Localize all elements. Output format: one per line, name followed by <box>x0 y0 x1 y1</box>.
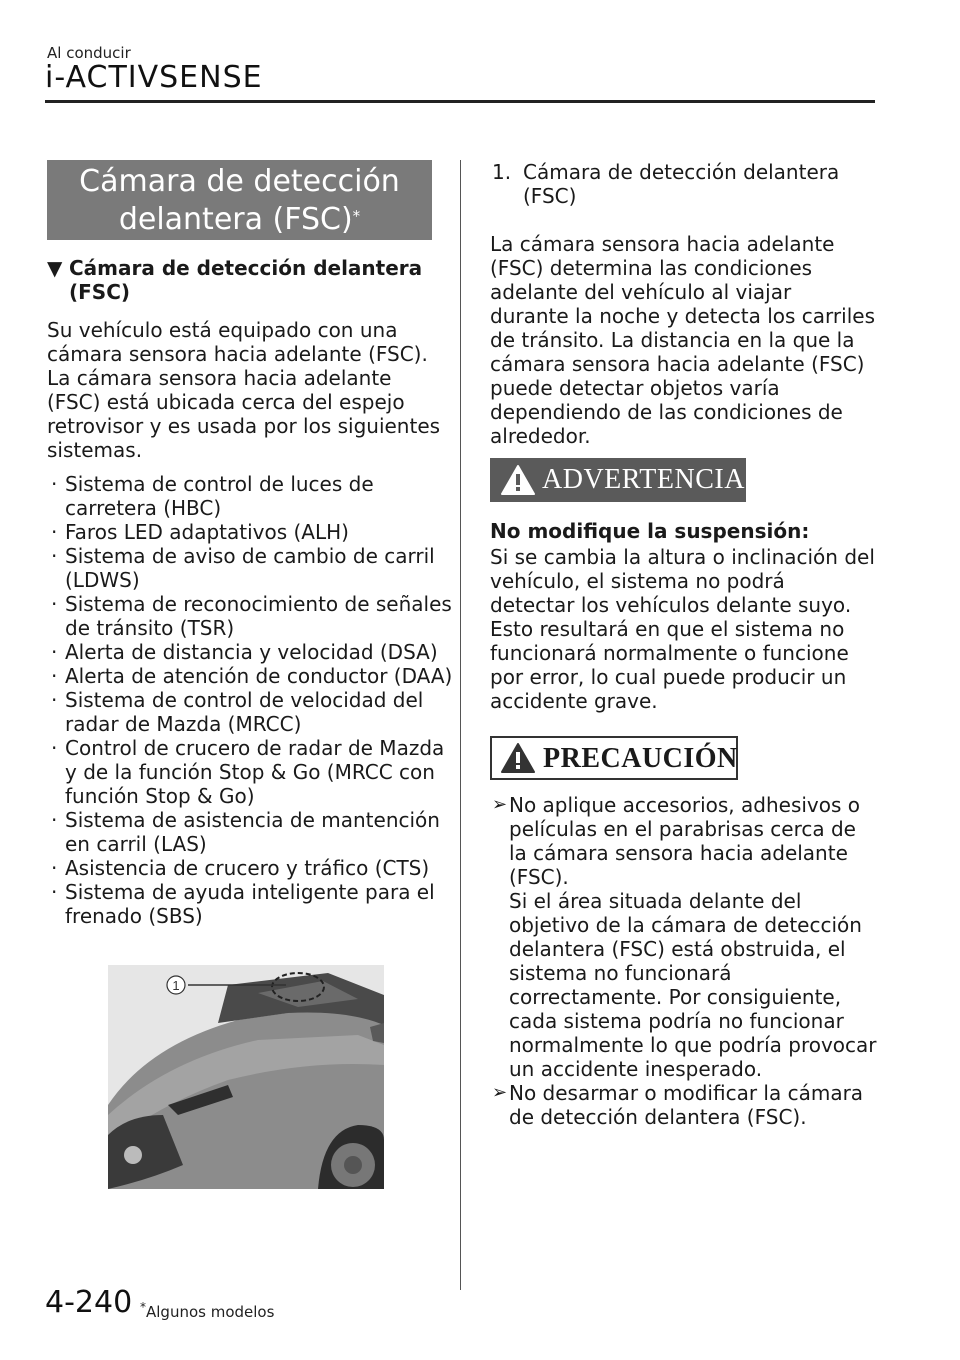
footnote <box>140 1300 274 1321</box>
subheading-line1: Cámara de detección delantera <box>69 256 423 280</box>
footnote-text: Algunos modelos <box>146 1303 275 1321</box>
list-item: · Faros LED adaptativos (ALH) <box>51 520 349 544</box>
subheading <box>47 256 442 304</box>
warning-label: ADVERTENCIA <box>542 464 745 495</box>
warning-triangle-icon <box>500 464 536 496</box>
list-item: · Alerta de distancia y velocidad (DSA) <box>51 640 438 664</box>
list-item: · Sistema de reconocimiento de señales de tránsito (TSR) <box>51 592 452 640</box>
bullet-icon: · <box>51 640 58 664</box>
list-item: · Asistencia de crucero y tráfico (CTS) <box>51 856 430 880</box>
list-item: · Sistema de aviso de cambio de carril (LDWS) <box>51 544 435 592</box>
bullet-icon: · <box>51 688 58 712</box>
arrow-bullet-icon: ➢ <box>492 1082 508 1103</box>
page-number: 4-240 <box>45 1285 133 1320</box>
systems-list <box>47 472 457 928</box>
caution-list <box>492 793 877 1129</box>
item-number: 1. <box>492 160 512 184</box>
bullet-icon: · <box>51 736 58 760</box>
callout-number: 1 <box>172 978 180 993</box>
bullet-icon: · <box>51 808 58 832</box>
description-paragraph: La cámara sensora hacia adelante (FSC) determina las condiciones adelante del vehículo al viajar durante la noche y detecta los carriles de tránsito. La distancia en la que la cámara sensora hacia adelante (FSC) puede detectar objetos varía dependiendo de las condiciones de alrededor. <box>490 232 875 448</box>
list-item: · Alerta de atención de conductor (DAA) <box>51 664 453 688</box>
arrow-bullet-icon: ➢ <box>492 794 508 815</box>
footnote-asterisk: * <box>140 1300 146 1314</box>
caution-label: PRECAUCIÓN <box>543 743 738 774</box>
item-text: Cámara de detección delantera (FSC) <box>523 160 840 208</box>
bullet-icon: · <box>51 592 58 616</box>
caution-triangle-icon <box>500 742 536 774</box>
bullet-icon: · <box>51 520 58 544</box>
page-title-line2 <box>47 201 432 239</box>
triangle-marker-icon: ▼ <box>47 256 63 280</box>
list-item: ➢ No aplique accesorios, adhesivos o películas en el parabrisas cerca de la cámara sensora hacia adelante (FSC). Si el área situada delante del objetivo de la cámara de detección delantera (FSC) está obstruida, el sistema no funcionará correctamente. Por consiguiente, cada sistema podría no funcionar normalmente lo que podría provocar un accidente inesperado. <box>492 793 877 1081</box>
bullet-icon: · <box>51 664 58 688</box>
warning-title: No modifique la suspensión: <box>490 519 810 543</box>
list-item: · Sistema de control de velocidad del radar de Mazda (MRCC) <box>51 688 424 736</box>
car-windshield-camera-illustration-icon <box>108 965 384 1189</box>
list-item: · Sistema de ayuda inteligente para el frenado (SBS) <box>51 880 435 928</box>
bullet-icon: · <box>51 856 58 880</box>
page-title-banner <box>47 160 432 240</box>
caution-label-box <box>490 736 738 780</box>
list-item: · Sistema de asistencia de mantención en carril (LAS) <box>51 808 440 856</box>
bullet-icon: · <box>51 880 58 904</box>
list-item: · Sistema de control de luces de carretera (HBC) <box>51 472 374 520</box>
list-item: · Control de crucero de radar de Mazda y de la función Stop & Go (MRCC con función Stop & Go) <box>51 736 445 808</box>
car-illustration <box>108 965 384 1189</box>
warning-label-box <box>490 458 746 502</box>
bullet-icon: · <box>51 472 58 496</box>
bullet-icon: · <box>51 544 58 568</box>
title-asterisk: * <box>352 207 361 225</box>
column-divider <box>460 160 461 1290</box>
subheading-line2: (FSC) <box>69 280 131 304</box>
breadcrumb: Al conducir <box>47 44 131 62</box>
numbered-item <box>492 160 872 208</box>
intro-paragraph: Su vehículo está equipado con una cámara sensora hacia adelante (FSC). La cámara sensora hacia adelante (FSC) está ubicada cerca del espejo retrovisor y es usada por los siguientes sistemas. <box>47 318 441 462</box>
page-title-line1: Cámara de detección <box>79 164 400 199</box>
section-title: i-ACTIVSENSE <box>45 60 263 95</box>
page-title-line2-text: delantera (FSC) <box>118 202 353 237</box>
list-item: ➢ No desarmar o modificar la cámara de detección delantera (FSC). <box>492 1081 864 1129</box>
header-rule <box>45 100 875 103</box>
warning-body: Si se cambia la altura o inclinación del vehículo, el sistema no podrá detectar los vehículos delante suyo. Esto resultará en que el sistema no funcionará normalmente o funcione por error, lo cual puede producir un accidente grave. <box>490 545 875 713</box>
